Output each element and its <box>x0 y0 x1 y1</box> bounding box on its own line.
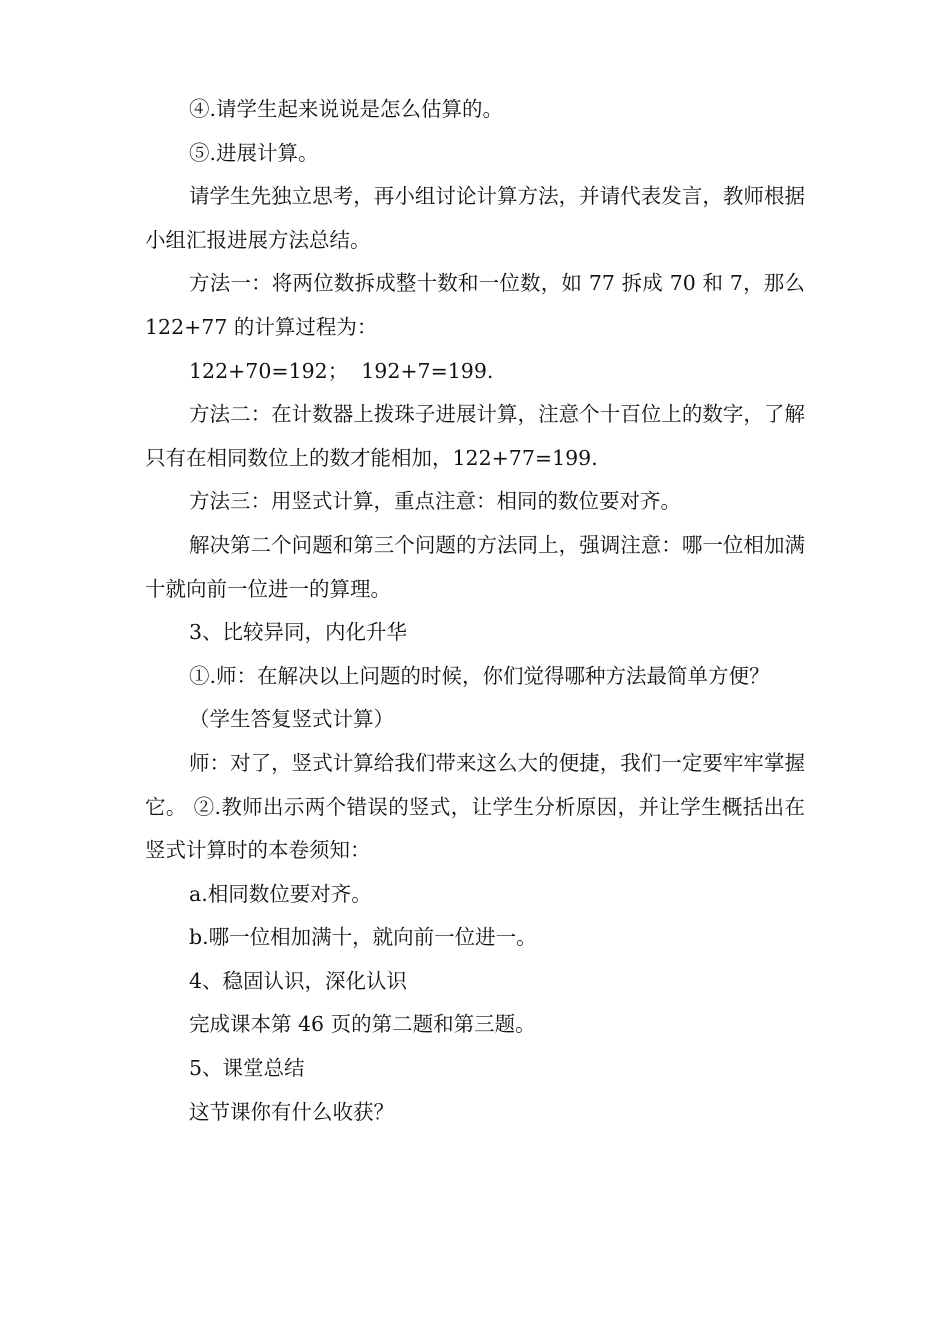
section-heading-compare: 3、比较异同，内化升华 <box>189 620 408 645</box>
paragraph-method-three: 方法三：用竖式计算，重点注意：相同的数位要对齐。 <box>189 489 681 514</box>
paragraph-homework: 完成课本第 46 页的第二题和第三题。 <box>189 1012 536 1037</box>
paragraph-calculate: ⑤.进展计算。 <box>189 140 319 165</box>
paragraph-other-problems: 解决第二个问题和第三个问题的方法同上，强调注意：哪一位相加满十就向前一位进一的算理。 <box>145 532 805 601</box>
paragraph-teacher-summary: 师：对了，竖式计算给我们带来这么大的便捷，我们一定要牢牢掌握它。 ②.教师出示两个错误的竖式，让学生分析原因，并让学生概括出在竖式计算时的本卷须知： <box>145 750 805 863</box>
section-heading-summary: 5、课堂总结 <box>189 1056 305 1081</box>
paragraph-method-one: 方法一：将两位数拆成整十数和一位数，如 77 拆成 70 和 7，那么 122+77 的计算过程为： <box>145 271 805 339</box>
paragraph-method-two: 方法二：在计数器上拨珠子进展计算，注意个十百位上的数字，了解只有在相同数位上的数才能相加，122+77=199. <box>145 402 805 470</box>
paragraph-method-one-steps: 122+70=192； 192+7=199. <box>189 358 494 383</box>
paragraph-teacher-question: ①.师：在解决以上问题的时候，你们觉得哪种方法最简单方便？ <box>189 663 770 688</box>
list-item-rule-b: b.哪一位相加满十，就向前一位进一。 <box>189 925 537 950</box>
paragraph-student-answer: （学生答复竖式计算） <box>189 707 394 732</box>
paragraph-reflection-question: 这节课你有什么收获？ <box>189 1099 394 1124</box>
paragraph-group-discussion: 请学生先独立思考，再小组讨论计算方法，并请代表发言，教师根据小组汇报进展方法总结。 <box>145 184 805 252</box>
document-body <box>145 88 805 1134</box>
list-item-rule-a: a.相同数位要对齐。 <box>189 881 372 906</box>
paragraph-estimate-explain: ④.请学生起来说说是怎么估算的。 <box>189 97 504 121</box>
section-heading-consolidate: 4、稳固认识，深化认识 <box>189 968 408 993</box>
